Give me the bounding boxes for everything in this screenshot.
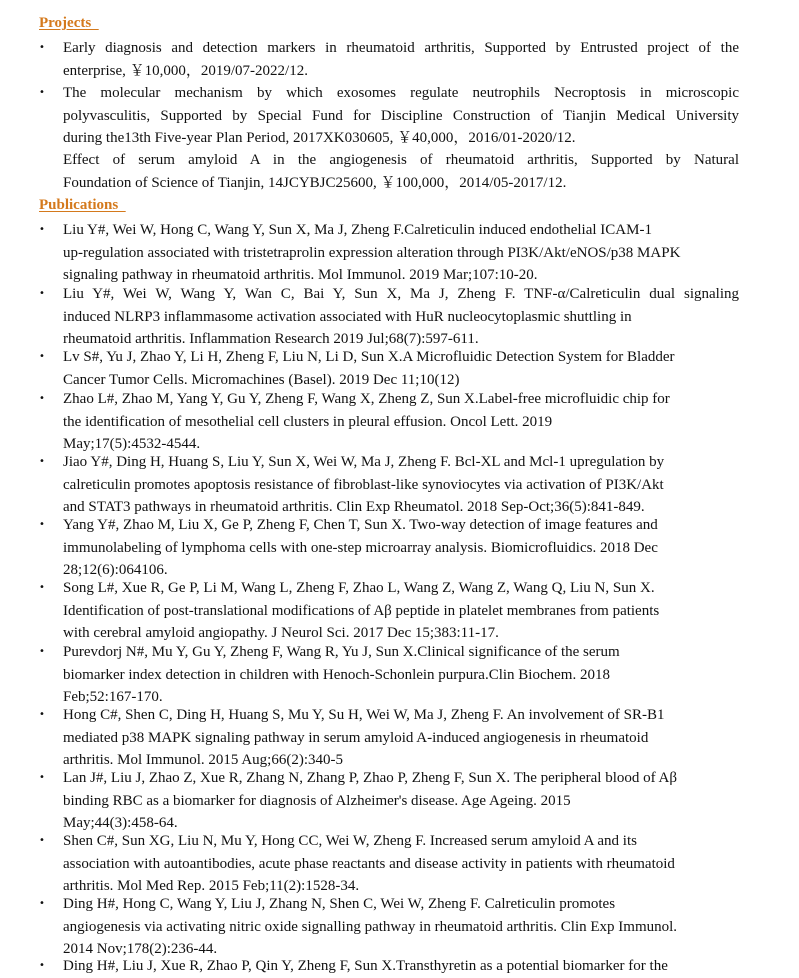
publication-line: Cancer Tumor Cells. Micromachines (Basel). 2019 Dec 11;10(12) bbox=[63, 371, 460, 388]
publication-line: Purevdorj N#, Mu Y, Gu Y, Zheng F, Wang R, Yu J, Sun X.Clinical significance of the serum bbox=[63, 644, 620, 660]
bullet-icon: • bbox=[39, 835, 45, 846]
publication-item bbox=[39, 767, 739, 835]
publication-line: Ding H#, Liu J, Xue R, Zhao P, Qin Y, Zheng F, Sun X.Transthyretin as a potential biomarker for the bbox=[63, 958, 668, 974]
bullet-icon: • bbox=[39, 456, 45, 467]
publication-line: rheumatoid arthritis. Inflammation Research 2019 Jul;68(7):597-611. bbox=[63, 331, 479, 347]
bullet-icon: • bbox=[39, 288, 45, 299]
publication-line: up-regulation associated with tristetraprolin expression alteration through PI3K/Akt/eNOS/p38 MAPK bbox=[63, 244, 681, 261]
publication-line: Identification of post-translational modifications of Aβ peptide in platelet membranes from patients bbox=[63, 602, 660, 619]
bullet-icon: • bbox=[39, 646, 45, 657]
publication-item bbox=[39, 451, 739, 519]
publication-line: Liu Y#, Wei W, Wang Y, Wan C, Bai Y, Sun X, Ma J, Zheng F. TNF-α/Calreticulin dual signaling bbox=[63, 286, 739, 302]
publication-line: and STAT3 pathways in rheumatoid arthritis. Clin Exp Rheumatol. 2018 Sep-Oct;36(5):841-849. bbox=[63, 499, 645, 515]
publication-line: immunolabeling of lymphoma cells with one-step microarray analysis. Biomicrofluidics. 2018 Dec bbox=[63, 539, 658, 556]
bullet-icon: • bbox=[39, 519, 45, 530]
bullet-icon: • bbox=[39, 42, 45, 53]
publication-item bbox=[39, 388, 739, 456]
publication-line: Liu Y#, Wei W, Hong C, Wang Y, Sun X, Ma J, Zheng F.Calreticulin induced endothelial ICAM-1 bbox=[63, 222, 652, 238]
publication-line: association with autoantibodies, acute phase reactants and disease activity in patients with rheumatoid bbox=[63, 855, 675, 872]
publication-line: Shen C#, Sun XG, Liu N, Mu Y, Hong CC, Wei W, Zheng F. Increased serum amyloid A and its bbox=[63, 833, 637, 849]
project-item bbox=[39, 82, 739, 150]
project-item bbox=[39, 37, 739, 82]
bullet-icon: • bbox=[39, 224, 45, 235]
publication-line: Ding H#, Hong C, Wang Y, Liu J, Zhang N, Shen C, Wei W, Zheng F. Calreticulin promotes bbox=[63, 896, 616, 912]
publication-line: calreticulin promotes apoptosis resistance of fibroblast-like synoviocytes via activation of PI3K/Akt bbox=[63, 476, 664, 493]
publication-line: signaling pathway in rheumatoid arthritis. Mol Immunol. 2019 Mar;107:10-20. bbox=[63, 267, 538, 283]
project-line: during the13th Five-year Plan Period, 2017XK030605, ￥40,000，2016/01-2020/12. bbox=[63, 130, 576, 146]
projects-heading: Projects bbox=[39, 15, 99, 31]
publication-line: arthritis. Mol Med Rep. 2015 Feb;11(2):1528-34. bbox=[63, 878, 360, 894]
publication-line: 2014 Nov;178(2):236-44. bbox=[63, 941, 218, 957]
project-line: enterprise, ￥10,000，2019/07-2022/12. bbox=[63, 62, 308, 79]
bullet-icon: • bbox=[39, 709, 45, 720]
publication-line: arthritis. Mol Immunol. 2015 Aug;66(2):340-5 bbox=[63, 752, 343, 768]
publication-line: Feb;52:167-170. bbox=[63, 689, 163, 705]
publication-item bbox=[39, 955, 739, 978]
bullet-icon: • bbox=[39, 898, 45, 909]
bullet-icon: • bbox=[39, 87, 45, 98]
publication-line: 28;12(6):064106. bbox=[63, 562, 168, 578]
publication-line: Song L#, Xue R, Ge P, Li M, Wang L, Zheng F, Zhao L, Wang Z, Wang Z, Wang Q, Liu N, Sun X. bbox=[63, 580, 655, 596]
publication-line: induced NLRP3 inflammasome activation associated with HuR nucleocytoplasmic shuttling in bbox=[63, 308, 632, 325]
publication-item bbox=[39, 219, 739, 287]
project-line: Foundation of Science of Tianjin, 14JCYBJC25600, ￥100,000，2014/05-2017/12. bbox=[63, 174, 567, 191]
publication-line: the identification of mesothelial cell clusters in pleural effusion. Oncol Lett. 2019 bbox=[63, 413, 553, 430]
bullet-icon: • bbox=[39, 960, 45, 971]
project-line: The molecular mechanism by which exosomes regulate neutrophils Necroptosis in microscopic bbox=[63, 85, 739, 101]
bullet-icon: • bbox=[39, 582, 45, 593]
project-line: Effect of serum amyloid A in the angiogenesis of rheumatoid arthritis, Supported by Natural bbox=[63, 152, 739, 168]
publication-item bbox=[39, 346, 739, 391]
publication-item bbox=[39, 830, 739, 898]
publication-line: angiogenesis via activating nitric oxide signalling pathway in rheumatoid arthritis. Clin Exp Immunol. bbox=[63, 918, 678, 935]
publications-heading: Publications bbox=[39, 197, 126, 213]
publication-line: Hong C#, Shen C, Ding H, Huang S, Mu Y, Su H, Wei W, Ma J, Zheng F. An involvement of SR-B1 bbox=[63, 707, 665, 723]
publication-item bbox=[39, 283, 739, 351]
publication-line: Jiao Y#, Ding H, Huang S, Liu Y, Sun X, Wei W, Ma J, Zheng F. Bcl-XL and Mcl-1 upregulation by bbox=[63, 454, 665, 470]
publication-line: with cerebral amyloid angiopathy. J Neurol Sci. 2017 Dec 15;383:11-17. bbox=[63, 625, 499, 641]
publication-item bbox=[39, 577, 739, 645]
publication-line: biomarker index detection in children with Henoch-Schonlein purpura.Clin Biochem. 2018 bbox=[63, 666, 610, 683]
project-line: Early diagnosis and detection markers in rheumatoid arthritis, Supported by Entrusted project of the bbox=[63, 40, 739, 56]
project-line: polyvasculitis, Supported by Special Fund for Discipline Construction of Tianjin Medical University bbox=[63, 107, 739, 124]
publication-line: May;17(5):4532-4544. bbox=[63, 436, 201, 452]
publication-line: May;44(3):458-64. bbox=[63, 815, 178, 831]
publication-item bbox=[39, 514, 739, 582]
publication-line: binding RBC as a biomarker for diagnosis of Alzheimer's disease. Age Ageing. 2015 bbox=[63, 792, 571, 809]
publication-line: mediated p38 MAPK signaling pathway in serum amyloid A-induced angiogenesis in rheumatoid bbox=[63, 729, 649, 746]
publication-item bbox=[39, 704, 739, 772]
publication-item bbox=[39, 641, 739, 709]
project-item bbox=[39, 149, 739, 194]
publication-line: Lan J#, Liu J, Zhao Z, Xue R, Zhang N, Zhang P, Zhao P, Zheng F, Sun X. The peripheral blood of Aβ bbox=[63, 770, 677, 786]
publication-line: Zhao L#, Zhao M, Yang Y, Gu Y, Zheng F, Wang X, Zheng Z, Sun X.Label-free microfluidic chip for bbox=[63, 391, 670, 407]
publication-line: Lv S#, Yu J, Zhao Y, Li H, Zheng F, Liu N, Li D, Sun X.A Microfluidic Detection System for Bladder bbox=[63, 349, 675, 365]
bullet-icon: • bbox=[39, 351, 45, 362]
bullet-icon: • bbox=[39, 393, 45, 404]
publication-line: Yang Y#, Zhao M, Liu X, Ge P, Zheng F, Chen T, Sun X. Two-way detection of image features and bbox=[63, 517, 658, 533]
publication-item bbox=[39, 893, 739, 961]
bullet-icon: • bbox=[39, 772, 45, 783]
